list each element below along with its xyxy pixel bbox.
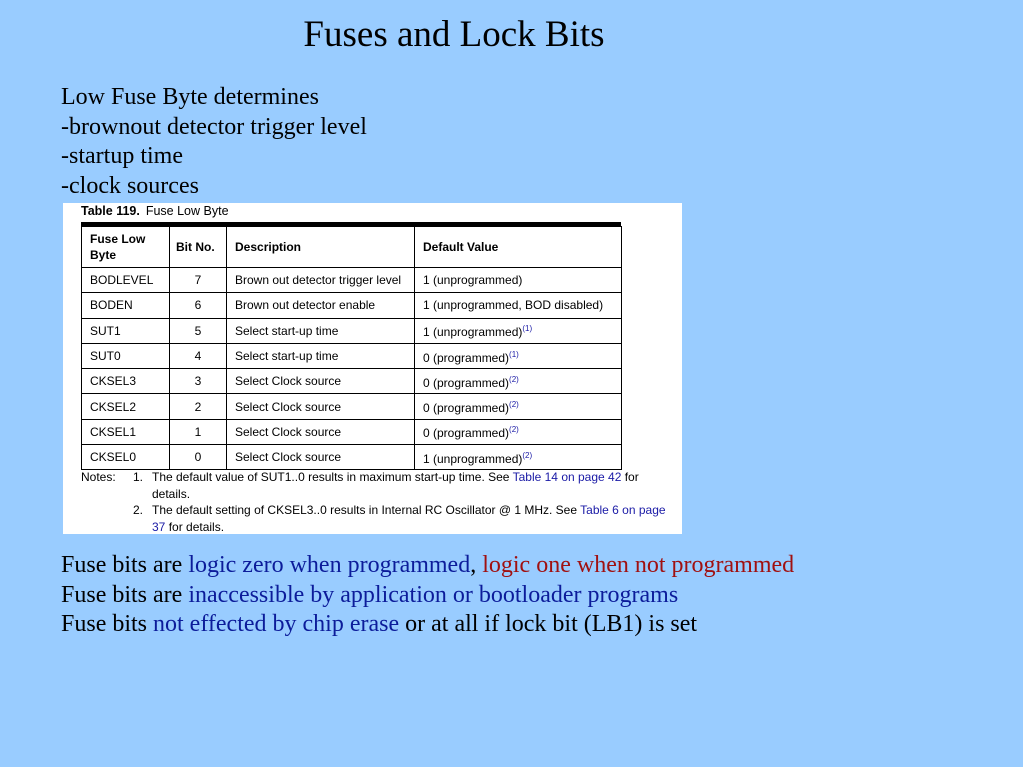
fact-text: Fuse bits are xyxy=(61,552,189,578)
notes-label: Notes: xyxy=(81,470,116,484)
cell-description: Select start-up time xyxy=(227,318,415,343)
cell-description: Select Clock source xyxy=(227,394,415,419)
table-row xyxy=(82,419,622,444)
cell-description: Brown out detector trigger level xyxy=(227,268,415,293)
table-row xyxy=(82,318,622,343)
table-row xyxy=(82,343,622,368)
table-caption-text: Fuse Low Byte xyxy=(145,204,229,218)
cell-bit-no: 6 xyxy=(170,293,227,318)
cell-default-value: 0 (programmed)$^{(1)}$ xyxy=(415,343,622,368)
header-bit-no: Bit No. xyxy=(170,227,227,268)
cell-bit-no: 3 xyxy=(170,369,227,394)
cell-fuse-name: BODLEVEL xyxy=(82,268,170,293)
cell-description: Select Clock source xyxy=(227,419,415,444)
fact-emphasis: logic zero when programmed xyxy=(188,552,471,578)
cell-default-value: 0 (programmed)$^{(2)}$ xyxy=(415,394,622,419)
footnote-ref[interactable]: (2) xyxy=(522,450,533,460)
table-row xyxy=(82,268,622,293)
cell-fuse-name: CKSEL3 xyxy=(82,369,170,394)
fact-text: or at all if lock bit (LB1) is set xyxy=(399,611,698,637)
note-link[interactable]: Table 14 on page 42 xyxy=(512,470,622,484)
cell-bit-no: 0 xyxy=(170,445,227,470)
note-number: 2. xyxy=(133,503,144,517)
fact-text: Fuse bits are xyxy=(61,581,189,608)
table-caption-label: Table 119. xyxy=(81,204,140,218)
intro-line: Low Fuse Byte determines xyxy=(61,84,319,110)
note-text: The default setting of CKSEL3..0 results in Internal RC Oscillator @ 1 MHz. See Table 6 on page 37 for details. xyxy=(152,503,666,534)
table-row xyxy=(82,293,622,318)
header-description: Description xyxy=(227,227,415,268)
note-link[interactable]: Table 6 on page 37 xyxy=(152,503,666,534)
fact-emphasis: not effected by chip erase xyxy=(153,611,400,637)
cell-fuse-name: CKSEL1 xyxy=(82,419,170,444)
fuse-low-byte-table xyxy=(81,226,622,470)
note-text: The default value of SUT1..0 results in maximum start-up time. See Table 14 on page 42 for details. xyxy=(152,470,639,501)
cell-fuse-name: BODEN xyxy=(82,293,170,318)
fuse-low-byte-figure xyxy=(63,203,682,534)
intro-line: -clock sources xyxy=(61,172,199,199)
table-header-row xyxy=(82,227,622,268)
cell-description: Select start-up time xyxy=(227,343,415,368)
cell-bit-no: 2 xyxy=(170,394,227,419)
cell-fuse-name: CKSEL2 xyxy=(82,394,170,419)
header-default-value: Default Value xyxy=(415,227,622,268)
cell-default-value: 1 (unprogrammed)$^{(1)}$ xyxy=(415,318,622,343)
cell-fuse-name: SUT1 xyxy=(82,318,170,343)
footnote-ref[interactable]: (1) xyxy=(522,324,533,334)
cell-description: Select Clock source xyxy=(227,445,415,470)
note-number: 1. xyxy=(133,470,144,484)
intro-line: -startup time xyxy=(61,143,183,169)
cell-default-value: 1 (unprogrammed)$^{(2)}$ xyxy=(415,445,622,470)
fact-line xyxy=(61,581,794,611)
table-caption xyxy=(81,204,229,218)
intro-text xyxy=(61,83,367,201)
footnote-ref[interactable]: (2) xyxy=(509,425,519,435)
fuse-bit-facts xyxy=(61,551,794,640)
fact-text: Fuse bits xyxy=(61,611,154,637)
cell-default-value: 0 (programmed)$^{(2)}$ xyxy=(415,369,622,394)
fact-emphasis: inaccessible by application or bootloader programs xyxy=(188,581,679,608)
cell-bit-no: 1 xyxy=(170,419,227,444)
cell-default-value: 1 (unprogrammed, BOD disabled) xyxy=(415,293,622,318)
header-fuse-low-byte: Fuse Low Byte xyxy=(82,227,170,268)
cell-fuse-name: SUT0 xyxy=(82,343,170,368)
fact-emphasis: logic one when not programmed xyxy=(482,552,795,578)
cell-bit-no: 7 xyxy=(170,268,227,293)
fact-line xyxy=(61,610,794,640)
footnote-ref[interactable]: (1) xyxy=(509,349,519,359)
table-row xyxy=(82,394,622,419)
footnote-ref[interactable]: (2) xyxy=(509,400,519,410)
note-item xyxy=(81,502,681,535)
footnote-ref[interactable]: (2) xyxy=(509,374,519,384)
table-row xyxy=(82,445,622,470)
fact-text: , xyxy=(470,552,483,578)
slide-title: Fuses and Lock Bits xyxy=(303,14,605,55)
note-item xyxy=(81,469,681,502)
cell-bit-no: 5 xyxy=(170,318,227,343)
fact-line xyxy=(61,551,794,581)
cell-default-value: 1 (unprogrammed) xyxy=(415,268,622,293)
intro-line: -brownout detector trigger level xyxy=(61,113,367,140)
cell-description: Brown out detector enable xyxy=(227,293,415,318)
cell-description: Select Clock source xyxy=(227,369,415,394)
cell-default-value: 0 (programmed)$^{(2)}$ xyxy=(415,419,622,444)
table-notes xyxy=(81,469,681,535)
table-row xyxy=(82,369,622,394)
cell-bit-no: 4 xyxy=(170,343,227,368)
cell-fuse-name: CKSEL0 xyxy=(82,445,170,470)
